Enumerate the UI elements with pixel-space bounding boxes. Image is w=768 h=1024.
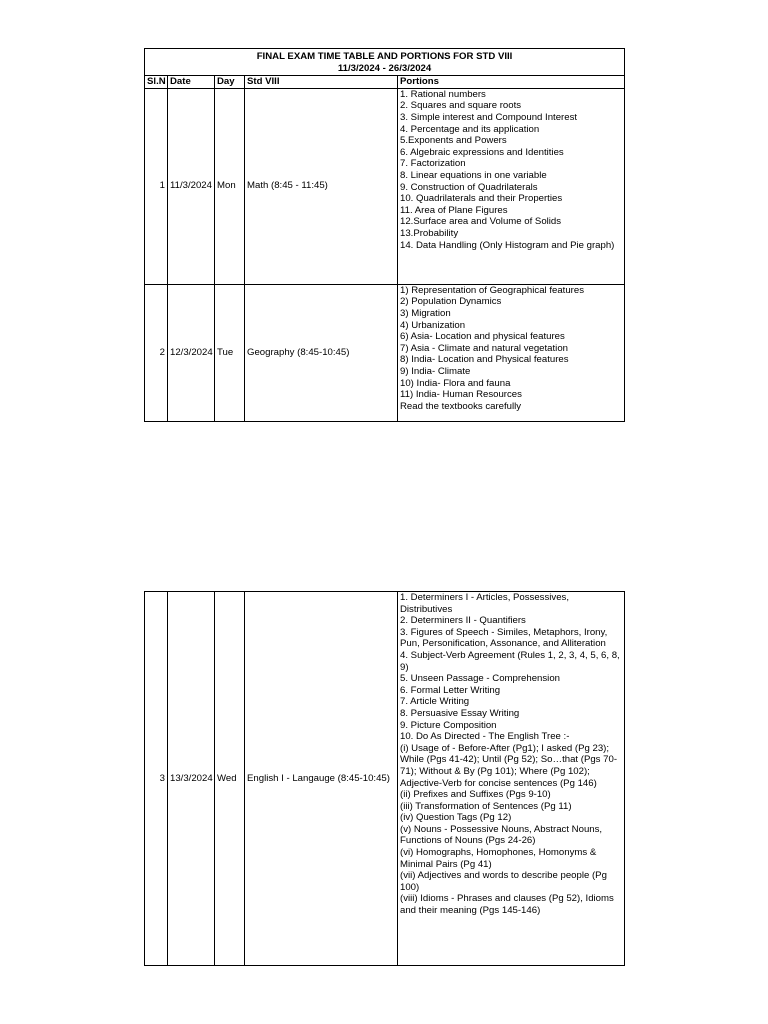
header-day: Day	[215, 76, 245, 89]
portion-item: 2) Population Dynamics	[400, 296, 502, 308]
portion-item: 8. Persuasive Essay Writing	[400, 707, 520, 719]
portion-item: (vi) Homographs, Homophones, Homonyms & Minimal Pairs (Pg 41)	[400, 847, 597, 870]
portion-item: 14. Data Handling (Only Histogram and Pie graph)	[400, 239, 615, 251]
portion-item: 6. Algebraic expressions and Identities	[400, 146, 564, 158]
portion-item: (ii) Prefixes and Suffixes (Pgs 9-10)	[400, 789, 551, 801]
portion-item: 5.Exponents and Powers	[400, 135, 507, 147]
row-subject: English I - Langauge (8:45-10:45)	[245, 592, 398, 966]
portion-item: 10. Quadrilaterals and their Properties	[400, 193, 563, 205]
portion-item: 3. Simple interest and Compound Interest	[400, 111, 578, 123]
header-portions: Portions	[398, 76, 625, 89]
portion-item: 8. Linear equations in one variable	[400, 169, 547, 181]
table-row	[145, 284, 625, 421]
portion-item: 5. Unseen Passage - Comprehension	[400, 673, 560, 685]
row-portions	[398, 284, 625, 421]
portion-item: 1. Determiners I - Articles, Possessives, Distributives	[400, 592, 570, 615]
portion-item: 1. Rational numbers	[400, 88, 486, 100]
row-day: Wed	[215, 592, 245, 966]
table-row	[145, 592, 625, 966]
row-day: Tue	[215, 284, 245, 421]
portion-item: 9. Construction of Quadrilaterals	[400, 181, 538, 193]
portion-item: 9. Picture Composition	[400, 719, 497, 731]
portion-item: 4. Percentage and its application	[400, 123, 540, 135]
timetable-page-2	[144, 591, 625, 966]
portion-item: 2. Squares and square roots	[400, 100, 522, 112]
portion-item: (iv) Question Tags (Pg 12)	[400, 812, 512, 824]
header-std: Std VIII	[245, 76, 398, 89]
document-title	[145, 49, 625, 76]
row-date: 13/3/2024	[168, 592, 215, 966]
portion-item: 1) Representation of Geographical features	[400, 284, 584, 296]
row-subject: Math (8:45 - 11:45)	[245, 88, 398, 284]
header-date: Date	[168, 76, 215, 89]
title-line-2: 11/3/2024 - 26/3/2024	[337, 62, 432, 74]
portion-item: 4) Urbanization	[400, 319, 466, 331]
row-subject: Geography (8:45-10:45)	[245, 284, 398, 421]
header-sn: Sl.N	[145, 76, 168, 89]
portion-item: 12.Surface area and Volume of Solids	[400, 216, 562, 228]
portion-item: 7) Asia - Climate and natural vegetation	[400, 342, 568, 354]
portion-item: (viii) Idioms - Phrases and clauses (Pg 52), Idioms and their meaning (Pgs 145-146)	[400, 893, 614, 917]
portion-item: 7. Article Writing	[400, 696, 470, 708]
portion-item: 8) India- Location and Physical features	[400, 354, 569, 366]
row-sn: 3	[145, 592, 168, 966]
portion-item: 3) Migration	[400, 307, 451, 319]
portion-item: (v) Nouns - Possessive Nouns, Abstract Nouns, Functions of Nouns (Pgs 24-26)	[400, 823, 603, 847]
row-date: 12/3/2024	[168, 284, 215, 421]
row-day: Mon	[215, 88, 245, 284]
row-date: 11/3/2024	[168, 88, 215, 284]
portion-item: 13.Probability	[400, 227, 459, 239]
portion-item: Read the textbooks carefully	[400, 400, 522, 412]
row-portions	[398, 592, 625, 966]
portion-item: 3. Figures of Speech - Similes, Metaphors, Irony, Pun, Personification, Assonance, and Alliteration	[400, 626, 608, 650]
portion-item: 2. Determiners II - Quantifiers	[400, 615, 526, 627]
row-portions	[398, 88, 625, 284]
table-row	[145, 88, 625, 284]
row-sn: 1	[145, 88, 168, 284]
portion-item: 4. Subject-Verb Agreement (Rules 1, 2, 3, 4, 5, 6, 8, 9)	[400, 649, 620, 673]
portion-item: 11) India- Human Resources	[400, 389, 522, 401]
portion-item: (vii) Adjectives and words to describe people (Pg 100)	[400, 870, 607, 893]
portion-item: 10. Do As Directed - The English Tree :-	[400, 731, 570, 743]
title-line-1: FINAL EXAM TIME TABLE AND PORTIONS FOR STD VIII	[256, 51, 513, 62]
portion-item: (iii) Transformation of Sentences (Pg 11)	[400, 800, 572, 812]
portion-item: 6) Asia- Location and physical features	[400, 331, 565, 343]
portion-item: 11. Area of Plane Figures	[400, 204, 508, 216]
title-row	[145, 49, 625, 76]
portion-item: 6. Formal Letter Writing	[400, 684, 501, 696]
row-sn: 2	[145, 284, 168, 421]
portion-item: (i) Usage of - Before-After (Pg1); I asked (Pg 23); While (Pgs 41-42); Until (Pg 52); So…that (Pgs 70-71); Without & By (Pg 101); Where (Pg 102); Adjective-Verb for concise sentences (Pg 146)	[400, 742, 618, 789]
portion-item: 7. Factorization	[400, 158, 466, 170]
portion-item: 9) India- Climate	[400, 365, 471, 377]
timetable-page-1	[144, 48, 625, 422]
header-row	[145, 76, 625, 89]
portion-item: 10) India- Flora and fauna	[400, 377, 511, 389]
